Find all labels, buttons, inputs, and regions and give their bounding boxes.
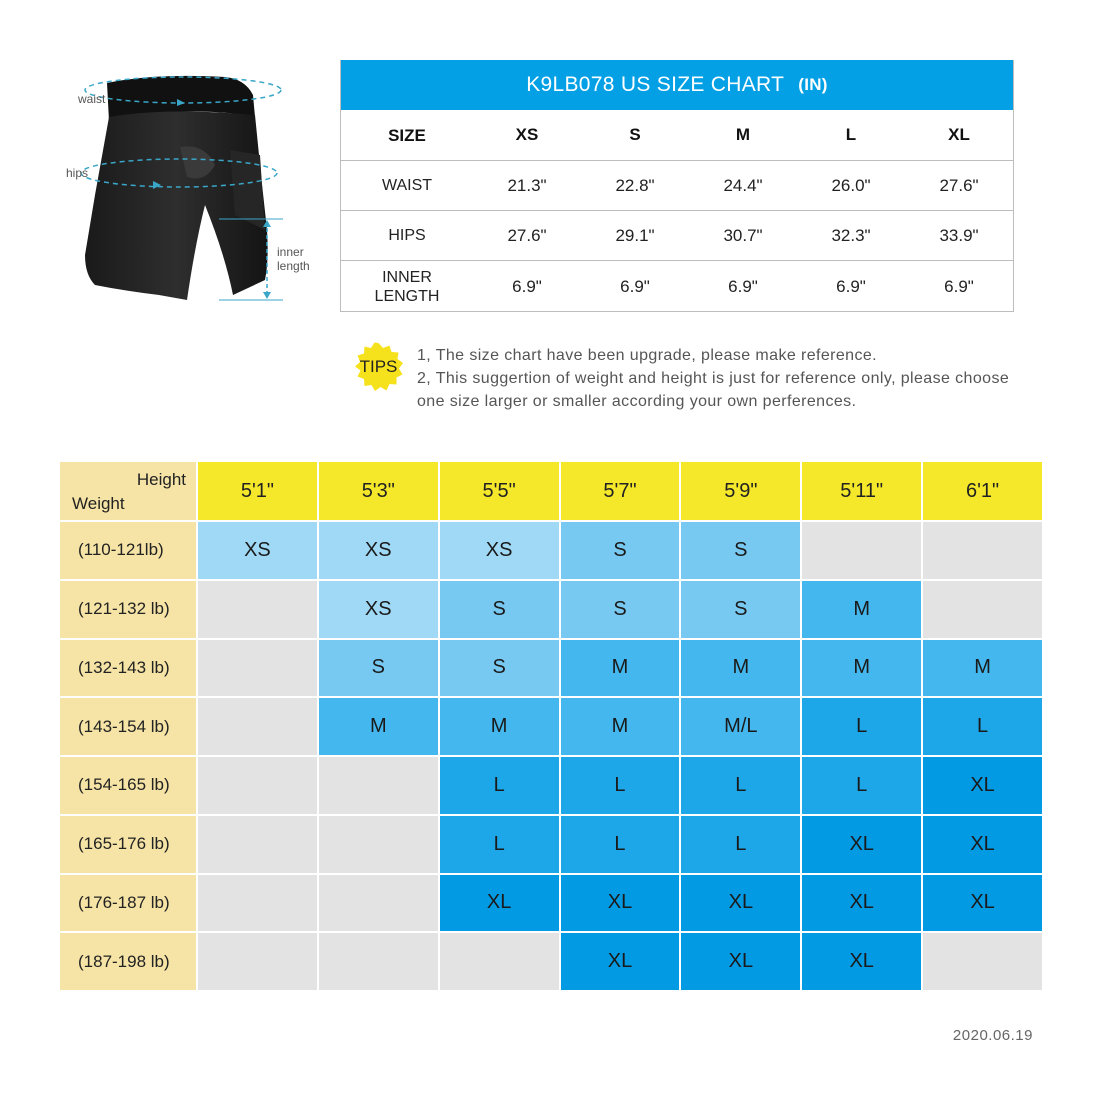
size-recommendation-cell: XL: [923, 875, 1042, 932]
size-recommendation-cell: XL: [923, 816, 1042, 873]
table-cell: 24.4": [723, 175, 763, 195]
size-recommendation-cell: S: [561, 581, 680, 638]
size-recommendation-cell: L: [681, 757, 800, 814]
table-cell: 21.3": [507, 175, 547, 195]
height-header: 5'11": [802, 462, 921, 520]
inner-length-label: inner length: [277, 245, 310, 273]
size-recommendation-cell: [198, 933, 317, 990]
size-header-xs: XS: [515, 125, 539, 144]
size-recommendation-cell: L: [923, 698, 1042, 755]
size-recommendation-cell: [198, 875, 317, 932]
size-recommendation-cell: [198, 698, 317, 755]
size-recommendation-cell: L: [802, 757, 921, 814]
size-recommendation-cell: M/L: [681, 698, 800, 755]
size-recommendation-cell: L: [681, 816, 800, 873]
shorts-illustration: [55, 55, 345, 325]
height-header: 5'9": [681, 462, 800, 520]
size-recommendation-cell: M: [802, 640, 921, 697]
size-chart-title-text: K9LB078 US SIZE CHART: [526, 73, 785, 96]
height-header: 5'3": [319, 462, 438, 520]
weight-row-label: (143-154 lb): [60, 698, 196, 755]
weight-row-label: (110-121lb): [60, 522, 196, 579]
row-label: INNER LENGTH: [374, 268, 440, 305]
table-cell: 6.9": [836, 276, 866, 296]
weight-row-label: (121-132 lb): [60, 581, 196, 638]
tip-line-1: 1, The size chart have been upgrade, please make reference.: [417, 347, 878, 364]
size-recommendation-cell: [923, 522, 1042, 579]
size-recommendation-cell: M: [561, 640, 680, 697]
size-recommendation-cell: M: [561, 698, 680, 755]
size-chart-row-inner-length: [341, 260, 1013, 312]
size-recommendation-cell: [802, 522, 921, 579]
size-recommendation-cell: [198, 640, 317, 697]
size-recommendation-cell: [923, 581, 1042, 638]
size-header-m: M: [735, 125, 751, 144]
size-header-s: S: [629, 125, 641, 144]
table-cell: 6.9": [728, 276, 758, 296]
table-cell: 26.0": [831, 175, 871, 195]
size-recommendation-cell: [319, 933, 438, 990]
size-recommendation-cell: XL: [923, 757, 1042, 814]
size-recommendation-cell: S: [440, 581, 559, 638]
waist-label: waist: [78, 92, 106, 106]
table-cell: 30.7": [723, 225, 763, 245]
size-recommendation-cell: [319, 757, 438, 814]
height-axis-label: Height: [136, 470, 186, 489]
chart-date: 2020.06.19: [952, 1027, 1033, 1044]
size-recommendation-cell: XL: [681, 875, 800, 932]
size-recommendation-cell: M: [802, 581, 921, 638]
size-chart-header-row: [341, 110, 1013, 160]
size-header-xl: XL: [948, 125, 970, 144]
grid-corner: [60, 462, 196, 520]
size-recommendation-cell: S: [681, 581, 800, 638]
size-recommendation-cell: L: [440, 757, 559, 814]
size-recommendation-cell: [198, 757, 317, 814]
size-recommendation-cell: XL: [802, 816, 921, 873]
size-recommendation-cell: XS: [440, 522, 559, 579]
tips-badge: [353, 341, 404, 392]
size-recommendation-cell: S: [681, 522, 800, 579]
size-recommendation-cell: XS: [319, 522, 438, 579]
hips-label: hips: [66, 166, 89, 180]
tips-badge-text: TIPS: [359, 356, 398, 376]
size-recommendation-cell: [198, 581, 317, 638]
size-recommendation-cell: XL: [561, 933, 680, 990]
height-header: 5'1": [198, 462, 317, 520]
size-recommendation-cell: M: [440, 698, 559, 755]
size-chart-table: [340, 60, 1014, 312]
table-cell: 22.8": [615, 175, 655, 195]
row-label: HIPS: [388, 227, 426, 244]
table-cell: 6.9": [944, 276, 974, 296]
size-recommendation-cell: L: [802, 698, 921, 755]
size-recommendation-cell: XL: [440, 875, 559, 932]
size-recommendation-cell: XL: [802, 875, 921, 932]
weight-row-label: (132-143 lb): [60, 640, 196, 697]
size-recommendation-cell: XS: [319, 581, 438, 638]
tip-line-2: 2, This suggertion of weight and height is just for reference only, please choose one size larger or smaller according your own perferences.: [417, 370, 1010, 410]
size-recommendation-cell: XL: [681, 933, 800, 990]
size-recommendation-cell: S: [561, 522, 680, 579]
weight-axis-label: Weight: [72, 494, 125, 513]
size-recommendation-cell: XS: [198, 522, 317, 579]
size-recommendation-cell: XL: [561, 875, 680, 932]
size-recommendation-cell: [440, 933, 559, 990]
size-chart-row-hips: [341, 210, 1013, 260]
table-cell: 6.9": [512, 276, 542, 296]
size-recommendation-cell: L: [561, 816, 680, 873]
height-weight-grid: [60, 462, 1042, 990]
table-cell: 27.6": [507, 225, 547, 245]
weight-row-label: (176-187 lb): [60, 875, 196, 932]
table-cell: 6.9": [620, 276, 650, 296]
weight-row-label: (187-198 lb): [60, 933, 196, 990]
size-recommendation-cell: S: [319, 640, 438, 697]
height-header: 5'7": [561, 462, 680, 520]
size-recommendation-cell: [319, 816, 438, 873]
weight-row-label: (165-176 lb): [60, 816, 196, 873]
table-cell: 27.6": [939, 175, 979, 195]
height-header: 6'1": [923, 462, 1042, 520]
size-header-label: SIZE: [388, 125, 426, 145]
size-recommendation-cell: [923, 933, 1042, 990]
size-recommendation-cell: M: [319, 698, 438, 755]
size-chart-title: [341, 60, 1013, 110]
size-chart-unit: (IN): [798, 75, 828, 94]
size-chart-row-waist: [341, 160, 1013, 210]
table-cell: 29.1": [615, 225, 655, 245]
table-cell: 33.9": [939, 225, 979, 245]
size-recommendation-cell: [198, 816, 317, 873]
tips-text: [417, 344, 1037, 413]
weight-row-label: (154-165 lb): [60, 757, 196, 814]
size-recommendation-cell: M: [681, 640, 800, 697]
size-recommendation-cell: L: [561, 757, 680, 814]
size-header-l: L: [845, 125, 857, 144]
table-cell: 32.3": [831, 225, 871, 245]
size-recommendation-cell: M: [923, 640, 1042, 697]
size-recommendation-cell: L: [440, 816, 559, 873]
size-recommendation-cell: XL: [802, 933, 921, 990]
height-header: 5'5": [440, 462, 559, 520]
size-recommendation-cell: S: [440, 640, 559, 697]
row-label: WAIST: [381, 177, 433, 194]
size-recommendation-cell: [319, 875, 438, 932]
